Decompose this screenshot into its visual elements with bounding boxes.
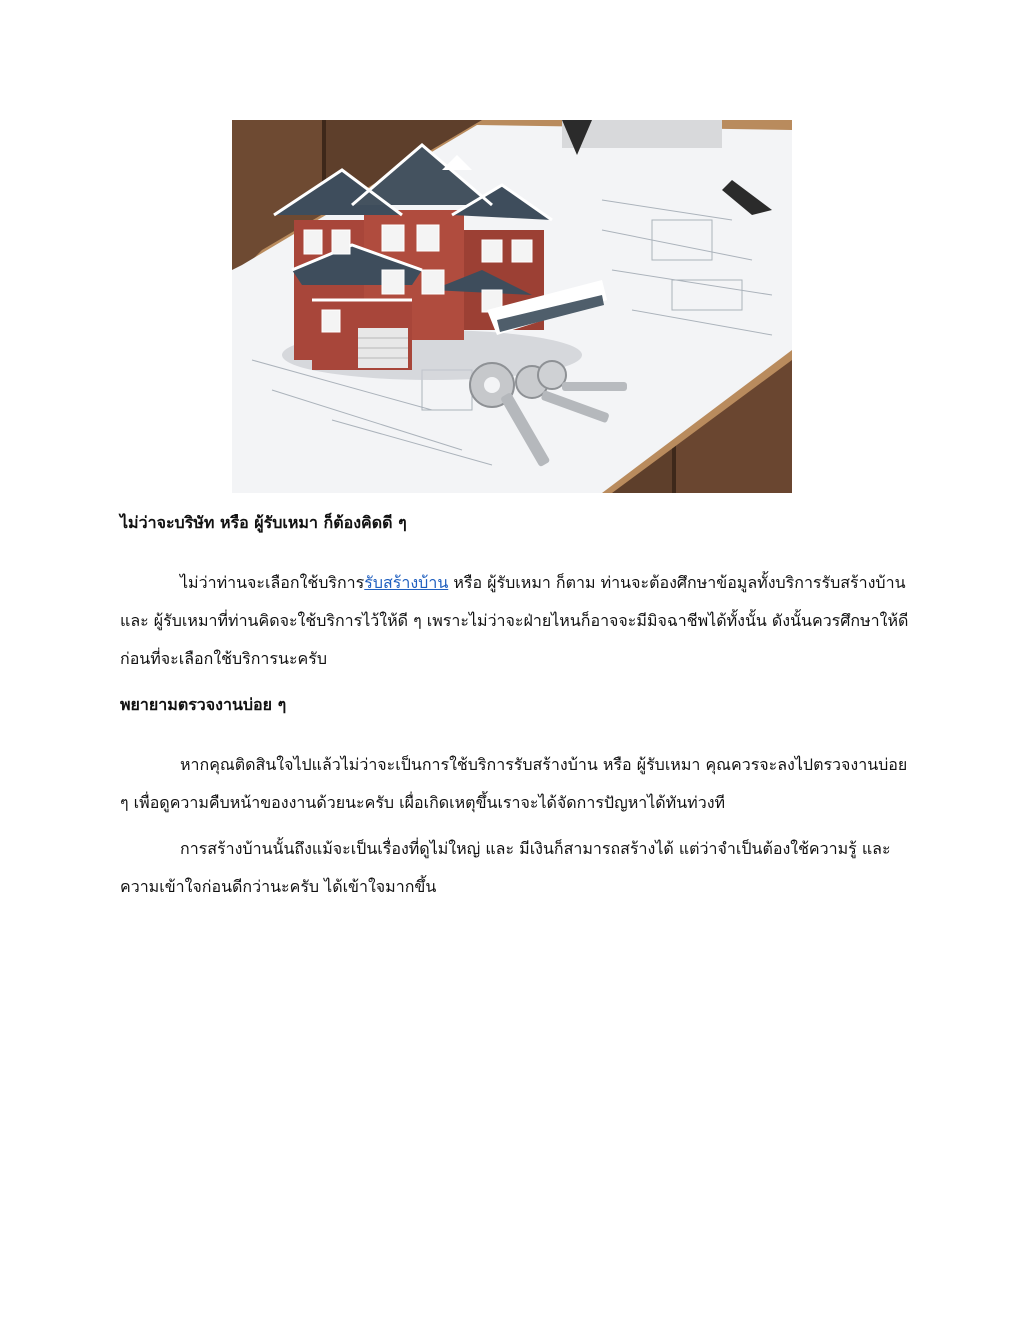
paragraph-2: หากคุณติดสินใจไปแล้วไม่ว่าจะเป็นการใช้บริการรับสร้างบ้าน หรือ ผู้รับเหมา คุณควรจะลงไปตรวจงานบ่อย ๆ เพื่อดูความคืบหน้าของงานด้วยนะครับ เผื่อเกิดเหตุขึ้นเราจะได้จัดการปัญหาได้ทันท่วงที [120, 755, 908, 812]
paragraph-1-text-after-link: หรือ ผู้รับเหมา ก็ตาม ท่านจะต้องศึกษาข้อมูลทั้งบริการรับสร้างบ้าน และ ผู้รับเหมาที่ท่านคิดจะใช้บริการไว้ให้ดี ๆ เพราะไม่ว่าจะฝ่ายไหนก็อาจจะมีมิจฉาชีพได้ทั้งนั้น ดังนั้นควรศึกษาให้ดีก่อนที่จะเลือกใช้บริการนะครับ [120, 573, 909, 668]
paragraph-3: การสร้างบ้านนั้นถึงแม้จะเป็นเรื่องที่ดูไม่ใหญ่ และ มีเงินก็สามารถสร้างได้ แต่ว่าจำเป็นต้องใช้ความรู้ และ ความเข้าใจก่อนดีกว่านะครับ ได้เข้าใจมากขึ้น [120, 839, 891, 896]
section-heading-1: ไม่ว่าจะบริษัท หรือ ผู้รับเหมา ก็ต้องคิดดี ๆ [120, 513, 407, 532]
paragraph-1 [120, 564, 910, 678]
hero-image-house-model-keys [232, 120, 792, 493]
section-heading-2: พยายามตรวจงานบ่อย ๆ [120, 695, 287, 714]
paragraph-1-text-before-link: ไม่ว่าท่านจะเลือกใช้บริการ [180, 573, 365, 592]
article-body [120, 510, 910, 914]
house-building-service-link[interactable]: รับสร้างบ้าน [364, 573, 449, 592]
